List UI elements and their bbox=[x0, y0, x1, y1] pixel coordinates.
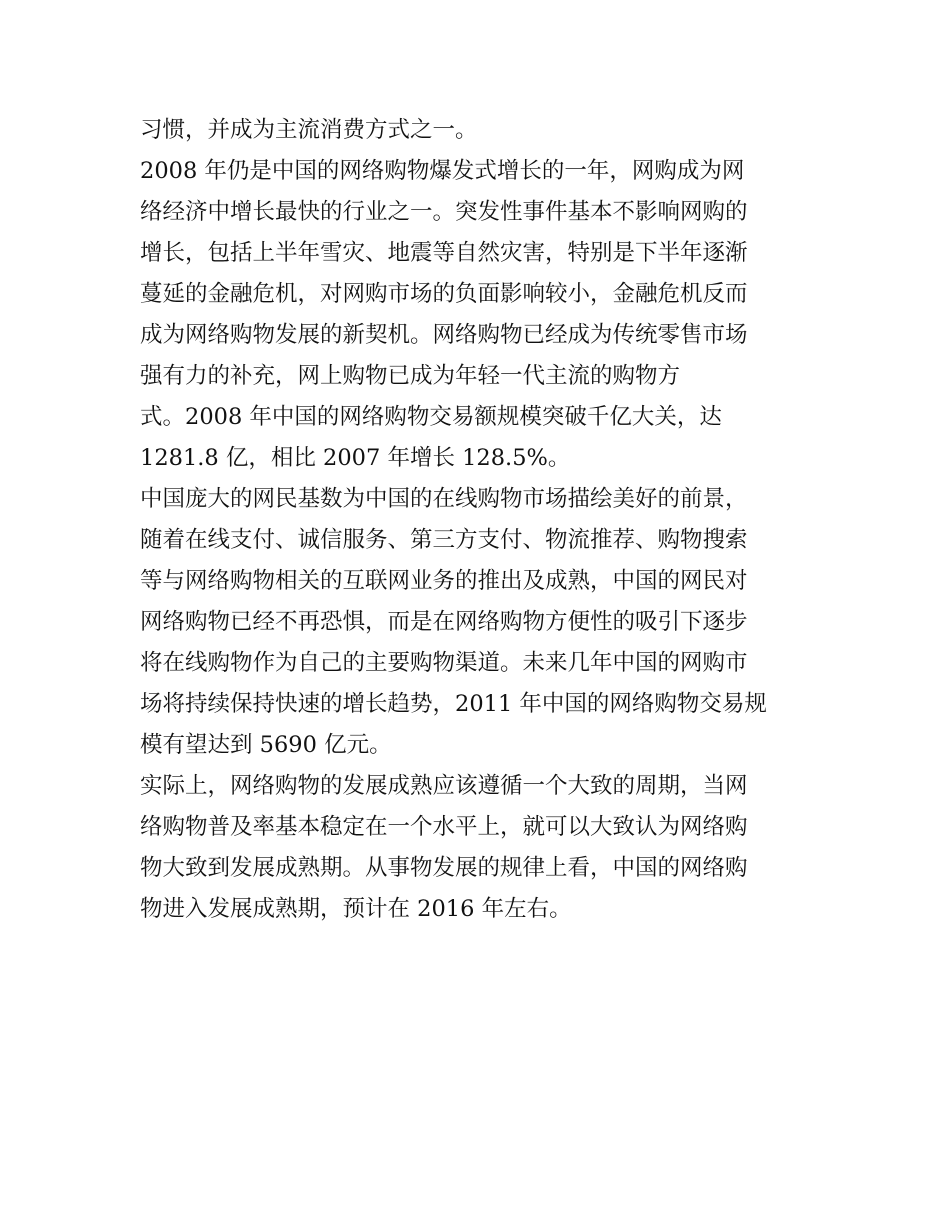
text-line: 随着在线支付、诚信服务、第三方支付、物流推荐、购物搜索 bbox=[140, 527, 748, 553]
text-line: 蔓延的金融危机，对网购市场的负面影响较小，金融危机反而 bbox=[140, 281, 748, 307]
text-line: 成为网络购物发展的新契机。网络购物已经成为传统零售市场 bbox=[140, 322, 748, 348]
text-line: 强有力的补充，网上购物已成为年轻一代主流的购物方 bbox=[140, 363, 681, 389]
text-line: 网络购物已经不再恐惧，而是在网络购物方便性的吸引下逐步 bbox=[140, 609, 748, 635]
text-line: 络购物普及率基本稳定在一个水平上，就可以大致认为网络购 bbox=[140, 814, 748, 840]
text-line: 场将持续保持快速的增长趋势，2011 年中国的网络购物交易规 bbox=[140, 691, 767, 717]
text-line: 将在线购物作为自己的主要购物渠道。未来几年中国的网购市 bbox=[140, 650, 748, 676]
text-line: 物大致到发展成熟期。从事物发展的规律上看，中国的网络购 bbox=[140, 855, 748, 881]
text-line: 等与网络购物相关的互联网业务的推出及成熟，中国的网民对 bbox=[140, 568, 748, 594]
text-line: 1281.8 亿，相比 2007 年增长 128.5%。 bbox=[140, 445, 571, 471]
text-line: 模有望达到 5690 亿元。 bbox=[140, 732, 392, 758]
text-line: 物进入发展成熟期，预计在 2016 年左右。 bbox=[140, 896, 572, 922]
text-line: 式。2008 年中国的网络购物交易额规模突破千亿大关，达 bbox=[140, 404, 722, 430]
text-line: 2008 年仍是中国的网络购物爆发式增长的一年，网购成为网 bbox=[140, 158, 745, 184]
text-line: 增长，包括上半年雪灾、地震等自然灾害，特别是下半年逐渐 bbox=[140, 240, 748, 266]
text-line: 实际上，网络购物的发展成熟应该遵循一个大致的周期，当网 bbox=[140, 773, 748, 799]
document-body bbox=[140, 110, 820, 930]
text-line: 中国庞大的网民基数为中国的在线购物市场描绘美好的前景， bbox=[140, 486, 748, 512]
text-line: 习惯，并成为主流消费方式之一。 bbox=[140, 117, 478, 143]
text-line: 络经济中增长最快的行业之一。突发性事件基本不影响网购的 bbox=[140, 199, 748, 225]
